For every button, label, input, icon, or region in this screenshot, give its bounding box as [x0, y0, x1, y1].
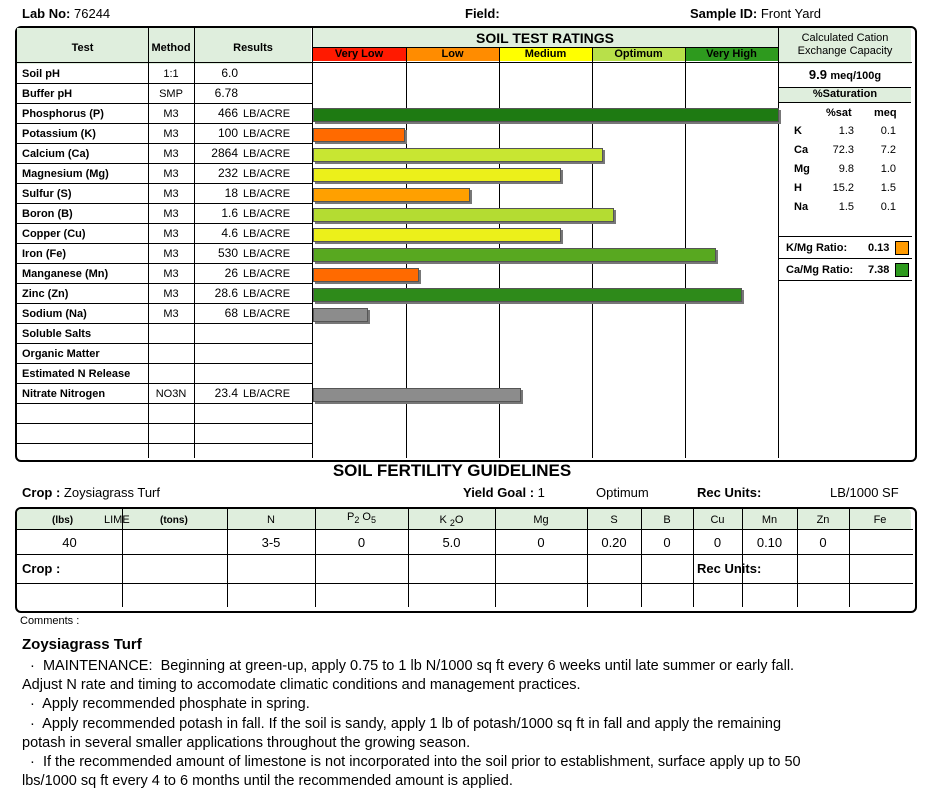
sat-percent: 72.3	[832, 144, 854, 156]
divider	[17, 583, 913, 584]
lab-label: Lab No:	[22, 6, 71, 21]
test-method: NO3N	[155, 388, 187, 400]
yield-text: Optimum	[596, 485, 649, 500]
test-unit: LB/ACRE	[243, 248, 291, 260]
row-divider	[17, 323, 312, 324]
rating-bar	[313, 388, 521, 402]
row-divider	[17, 403, 312, 404]
lime-label: LIME	[104, 514, 130, 526]
test-value: 28.6	[214, 286, 238, 300]
test-name: Zinc (Zn)	[22, 288, 69, 300]
mn-value: 0.10	[756, 535, 783, 550]
test-name: Magnesium (Mg)	[22, 168, 109, 180]
test-name: Iron (Fe)	[22, 248, 66, 260]
cec-number: 9.9	[808, 67, 827, 82]
row-divider	[17, 83, 312, 84]
sat-meq: 0.1	[880, 125, 896, 137]
rating-bar	[313, 308, 368, 322]
o-letter: O	[362, 511, 371, 523]
mg-value: 0	[537, 535, 545, 550]
sat-element: K	[794, 125, 802, 137]
row-divider	[17, 203, 312, 204]
test-method: M3	[163, 228, 179, 240]
cec-value	[779, 67, 911, 82]
test-name: Organic Matter	[22, 348, 100, 360]
guidelines-title: SOIL FERTILITY GUIDELINES	[332, 461, 572, 480]
sat-element: H	[794, 182, 802, 194]
rating-very-high: Very High	[685, 48, 778, 61]
lime-lbs-label: (lbs)	[52, 515, 74, 526]
crop-label: Crop :	[22, 485, 61, 500]
divider	[779, 236, 912, 237]
col-b: B	[663, 514, 671, 526]
p2o5-value: 0	[357, 535, 366, 550]
s-value: 0.20	[601, 535, 627, 550]
lime-tons-label: (tons)	[160, 515, 188, 526]
row-divider	[17, 423, 312, 424]
divider	[17, 529, 913, 530]
test-method: M3	[163, 268, 179, 280]
test-method: SMP	[159, 88, 183, 100]
test-value: 68	[224, 306, 238, 320]
rating-bar	[313, 288, 742, 302]
lab-number	[22, 6, 110, 21]
comment-line: Adjust N rate and timing to accomodate climatic conditions and management practices.	[22, 677, 581, 694]
test-name: Soluble Salts	[22, 328, 92, 340]
test-unit: LB/ACRE	[243, 108, 291, 120]
comment-line: · If the recommended amount of limestone is not incorporated into the soil prior to establishment, surface apply up to 50	[22, 754, 801, 771]
test-unit: LB/ACRE	[243, 168, 291, 180]
comment-line: · Apply recommended potash in fall. If the soil is sandy, apply 1 lb of potash/1000 sq ft in fall and apply the remaining	[22, 715, 782, 732]
test-method: M3	[163, 128, 179, 140]
test-name: Nitrate Nitrogen	[22, 388, 106, 400]
b-value: 0	[663, 535, 671, 550]
sat-percent: 15.2	[832, 182, 854, 194]
comment-line: lbs/1000 sq ft every 4 to 6 months until the recommended amount is applied.	[22, 773, 513, 790]
sat-element: Mg	[794, 163, 810, 175]
sat-percent: 1.5	[838, 201, 854, 213]
col-cu: Cu	[710, 514, 725, 526]
ratings-title: SOIL TEST RATINGS	[476, 30, 614, 46]
row-divider	[17, 443, 312, 444]
col-k2o	[408, 514, 495, 528]
col-p2o5	[315, 511, 408, 525]
test-name: Sodium (Na)	[22, 308, 87, 320]
sub-2: 2	[449, 518, 455, 529]
divider	[17, 62, 779, 63]
test-value: 1.6	[221, 206, 238, 220]
col-n: N	[267, 514, 275, 526]
camg-value: 7.38	[868, 264, 890, 276]
divider	[779, 280, 912, 281]
rating-very-low: Very Low	[312, 48, 406, 61]
divider	[779, 258, 912, 259]
test-name: Manganese (Mn)	[22, 268, 109, 280]
sub-5: 5	[370, 515, 376, 526]
test-method: M3	[163, 148, 179, 160]
sample-id	[690, 6, 821, 21]
rating-bar	[313, 228, 561, 242]
test-value: 232	[217, 166, 238, 180]
rating-bar	[313, 248, 716, 262]
test-value: 466	[217, 106, 238, 120]
rating-bar	[313, 108, 779, 122]
test-method: M3	[163, 188, 179, 200]
test-name: Soil pH	[22, 68, 60, 80]
sat-element: Na	[794, 201, 809, 213]
kmg-label: K/Mg Ratio:	[786, 242, 848, 254]
comments-text	[22, 657, 922, 791]
col-mg: Mg	[533, 514, 549, 526]
row-divider	[17, 303, 312, 304]
test-value: 6.0	[221, 66, 238, 80]
test-name: Calcium (Ca)	[22, 148, 90, 160]
cec-unit: meq/100g	[830, 70, 882, 82]
zn-value: 0	[819, 535, 827, 550]
col-test: Test	[71, 42, 94, 54]
rec2-label: Rec Units:	[697, 561, 762, 576]
test-unit: LB/ACRE	[243, 188, 291, 200]
col-method: Method	[151, 42, 191, 54]
meq-col-header: meq	[874, 107, 897, 119]
yield-label: Yield Goal :	[463, 485, 535, 500]
row-divider	[17, 103, 312, 104]
rating-bar	[313, 128, 405, 142]
sat-meq: 1.0	[880, 163, 896, 175]
test-value: 6.78	[214, 86, 238, 100]
crop2-label: Crop :	[22, 561, 61, 576]
row-divider	[17, 283, 312, 284]
test-method: M3	[163, 308, 179, 320]
rating-bar	[313, 268, 419, 282]
row-divider	[17, 343, 312, 344]
sample-value: Front Yard	[760, 6, 822, 21]
test-unit: LB/ACRE	[243, 228, 291, 240]
rec-units-label: Rec Units:	[697, 485, 762, 500]
yield-goal	[463, 485, 545, 500]
k-letter: K	[439, 514, 447, 526]
rec-units-value: LB/1000 SF	[830, 485, 899, 500]
row-divider	[17, 123, 312, 124]
comments-heading: Zoysiagrass Turf	[22, 636, 142, 653]
test-value: 18	[224, 186, 238, 200]
sat-meq: 7.2	[880, 144, 896, 156]
p-letter: P	[347, 511, 355, 523]
test-value: 530	[217, 246, 238, 260]
rating-bar	[313, 208, 614, 222]
col-zn: Zn	[816, 514, 830, 526]
crop-line	[22, 485, 160, 500]
sat-meq: 1.5	[880, 182, 896, 194]
divider	[312, 47, 778, 48]
k2o-value: 5.0	[442, 535, 461, 550]
camg-swatch	[895, 263, 909, 277]
test-method: M3	[163, 168, 179, 180]
yield-value: 1	[537, 485, 545, 500]
row-divider	[17, 263, 312, 264]
kmg-swatch	[895, 241, 909, 255]
kmg-value: 0.13	[868, 242, 890, 254]
test-unit: LB/ACRE	[243, 388, 291, 400]
o-letter: O	[454, 514, 464, 526]
test-method: M3	[163, 208, 179, 220]
test-name: Boron (B)	[22, 208, 73, 220]
test-name: Estimated N Release	[22, 368, 131, 380]
test-unit: LB/ACRE	[243, 208, 291, 220]
row-divider	[17, 163, 312, 164]
rating-optimum: Optimum	[592, 48, 685, 61]
col-results: Results	[233, 42, 273, 54]
rating-bar	[313, 188, 470, 202]
lab-value: 76244	[74, 6, 111, 21]
divider	[17, 554, 913, 555]
rating-bar	[313, 168, 561, 182]
test-unit: LB/ACRE	[243, 308, 291, 320]
test-method: M3	[163, 108, 179, 120]
comment-line: · Apply recommended phosphate in spring.	[22, 696, 310, 713]
test-value: 100	[217, 126, 238, 140]
sub-2: 2	[354, 515, 360, 526]
sat-percent: 1.3	[838, 125, 854, 137]
test-unit: LB/ACRE	[243, 288, 291, 300]
lime-lbs-value: 40	[62, 535, 77, 550]
field-label: Field:	[465, 6, 500, 21]
test-name: Sulfur (S)	[22, 188, 72, 200]
divider	[779, 62, 912, 63]
sample-label: Sample ID:	[690, 6, 758, 21]
row-divider	[17, 183, 312, 184]
test-value: 26	[224, 266, 238, 280]
test-name: Potassium (K)	[22, 128, 96, 140]
comment-line: potash in several smaller applications throughout the growing season.	[22, 734, 471, 751]
crop-value: Zoysiagrass Turf	[63, 485, 160, 500]
test-name: Phosphorus (P)	[22, 108, 104, 120]
test-method: 1:1	[163, 68, 179, 80]
camg-label: Ca/Mg Ratio:	[786, 264, 854, 276]
test-unit: LB/ACRE	[243, 268, 291, 280]
test-unit: LB/ACRE	[243, 148, 291, 160]
col-s: S	[610, 514, 618, 526]
sat-col-header: %sat	[826, 107, 852, 119]
rating-medium: Medium	[499, 48, 592, 61]
row-divider	[17, 363, 312, 364]
test-value: 23.4	[214, 386, 238, 400]
sat-element: Ca	[794, 144, 809, 156]
col-mn: Mn	[761, 514, 778, 526]
comments-label: Comments :	[20, 615, 80, 627]
test-value: 2864	[211, 146, 238, 160]
rating-bar	[313, 148, 603, 162]
test-unit: LB/ACRE	[243, 128, 291, 140]
row-divider	[17, 383, 312, 384]
row-divider	[17, 143, 312, 144]
cec-title: Calculated Cation Exchange Capacity	[797, 32, 893, 57]
sat-meq: 0.1	[880, 201, 896, 213]
n-value: 3-5	[261, 535, 281, 550]
test-name: Copper (Cu)	[22, 228, 86, 240]
test-name: Buffer pH	[22, 88, 73, 100]
row-divider	[17, 243, 312, 244]
test-method: M3	[163, 248, 179, 260]
saturation-title: %Saturation	[779, 87, 911, 103]
comment-line: · MAINTENANCE: Beginning at green-up, apply 0.75 to 1 lb N/1000 sq ft every 6 weeks until late summer or early fall.	[22, 658, 795, 674]
sat-percent: 9.8	[838, 163, 854, 175]
cu-value: 0	[713, 535, 722, 550]
test-method: M3	[163, 288, 179, 300]
rating-low: Low	[406, 48, 499, 61]
test-value: 4.6	[221, 226, 238, 240]
col-fe: Fe	[873, 514, 887, 526]
row-divider	[17, 223, 312, 224]
